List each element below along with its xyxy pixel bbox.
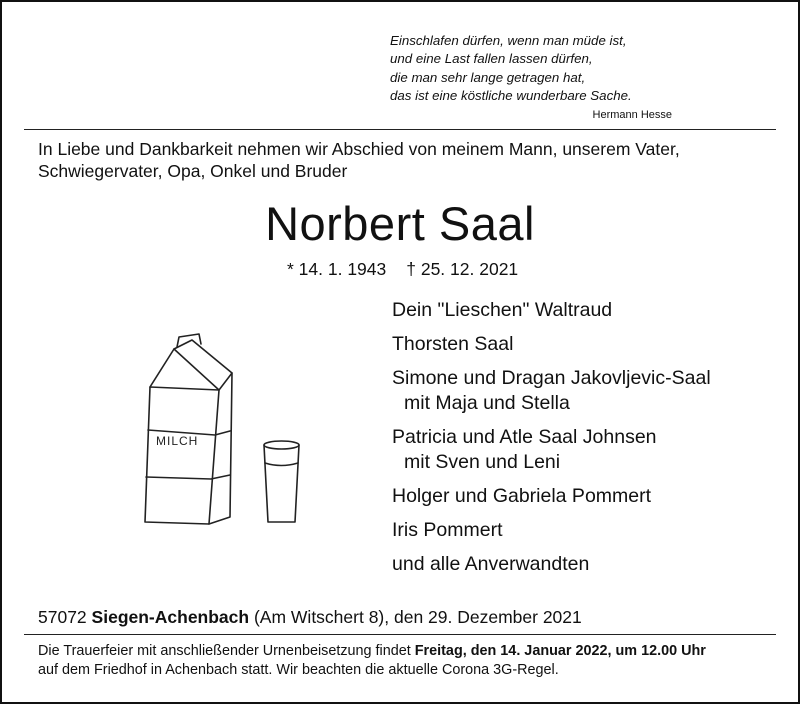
quote-line: und eine Last fallen lassen dürfen, bbox=[390, 51, 593, 67]
mourner-entry: und alle Anverwandten bbox=[392, 553, 590, 575]
intro-line-1: In Liebe und Dankbarkeit nehmen wir Abschied von meinem Mann, unserem Vater, bbox=[38, 139, 680, 159]
notice-text-2: auf dem Friedhof in Achenbach statt. Wir beachten die aktuelle Corona 3G-Regel. bbox=[38, 662, 559, 678]
quote-line: die man sehr lange getragen hat, bbox=[390, 69, 586, 85]
mourner-entry bbox=[392, 425, 792, 475]
milk-carton-and-glass-drawing bbox=[122, 327, 322, 537]
town: Siegen-Achenbach bbox=[91, 607, 250, 627]
postcode: 57072 bbox=[38, 607, 87, 627]
funeral-notice bbox=[38, 642, 788, 680]
notice-text-1: Die Trauerfeier mit anschließender Urnenbeisetzung findet bbox=[38, 643, 415, 659]
mourner-entry bbox=[392, 366, 792, 416]
mourner-list bbox=[392, 298, 792, 586]
mourner-entry: Dein "Lieschen" Waltraud bbox=[392, 299, 613, 321]
funeral-date: Freitag, den 14. Januar 2022, um 12.00 Uhr bbox=[414, 643, 706, 659]
milk-carton-icon bbox=[145, 387, 219, 524]
top-divider bbox=[24, 129, 776, 130]
carton-label: MILCH bbox=[156, 434, 199, 448]
mourner-entry: Thorsten Saal bbox=[392, 333, 514, 355]
deceased-name: Norbert Saal bbox=[265, 197, 535, 250]
mourner-entry: Holger und Gabriela Pommert bbox=[392, 485, 652, 507]
address-date: (Am Witschert 8), den 29. Dezember 2021 bbox=[253, 607, 582, 627]
quote-line: das ist eine köstliche wunderbare Sache. bbox=[390, 88, 632, 104]
mourner-name: Simone und Dragan Jakovljevic-Saal bbox=[392, 367, 711, 389]
mourner-children: mit Sven und Leni bbox=[404, 451, 561, 473]
intro-line-2: Schwiegervater, Opa, Onkel und Bruder bbox=[38, 161, 348, 181]
mourner-entry: Iris Pommert bbox=[392, 519, 503, 541]
place-and-date bbox=[38, 606, 582, 628]
quote-author: Hermann Hesse bbox=[592, 108, 672, 121]
death-date: † 25. 12. 2021 bbox=[406, 259, 519, 279]
mourner-children: mit Maja und Stella bbox=[404, 392, 570, 414]
intro-text bbox=[38, 138, 778, 182]
bottom-divider bbox=[24, 634, 776, 635]
glass-icon bbox=[264, 445, 299, 522]
birth-date: * 14. 1. 1943 bbox=[287, 259, 387, 279]
hesse-quote bbox=[390, 32, 672, 123]
quote-line: Einschlafen dürfen, wenn man müde ist, bbox=[390, 33, 627, 48]
life-dates bbox=[287, 258, 538, 280]
mourner-name: Patricia und Atle Saal Johnsen bbox=[392, 426, 657, 448]
